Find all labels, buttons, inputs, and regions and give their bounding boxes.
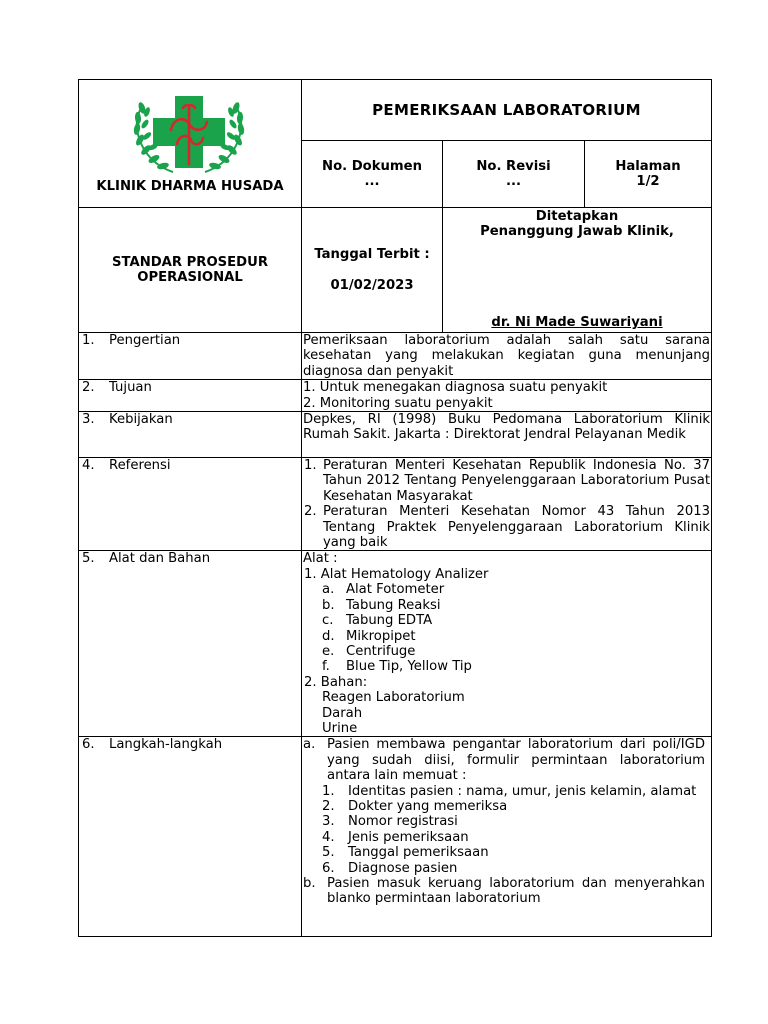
issue-date-value: 01/02/2023 — [330, 278, 414, 293]
revision-cell — [443, 141, 585, 208]
document-title: PEMERIKSAAN LABORATORIUM — [302, 80, 712, 141]
sop-document — [78, 79, 711, 937]
section-label-tujuan — [79, 380, 302, 412]
section-label-alat-bahan — [79, 551, 302, 737]
list-item: 5. Tanggal pemeriksaan — [322, 845, 489, 861]
sop-title-line1: STANDAR PROSEDUR — [112, 254, 268, 270]
section-label-pengertian — [79, 333, 302, 380]
tujuan-content — [302, 380, 712, 412]
list-item: c. Tabung EDTA — [322, 613, 433, 629]
list-item: 2. Peraturan Menteri Kesehatan Nomor 43 Tahun 2013 Tentang Praktek Penyelenggaraan Laboratorium Klinik yang baik — [304, 504, 711, 551]
list-item: 6. Diagnose pasien — [322, 860, 458, 876]
list-item: a. Pasien membawa pengantar laboratorium dari poli/IGD yang sudah diisi, formulir permintaan laboratorium antara lain memuat : — [303, 737, 706, 784]
sop-table — [78, 79, 712, 937]
section-number: 6. — [82, 737, 95, 753]
list-item: 1. Identitas pasien : nama, umur, jenis kelamin, alamat — [322, 783, 697, 799]
approval-line2: Penanggung Jawab Klinik, — [480, 224, 674, 240]
section-label-kebijakan — [79, 412, 302, 458]
list-item: Urine — [322, 720, 358, 736]
doc-number-value: ... — [364, 174, 380, 190]
list-item: 2. Monitoring suatu penyakit — [303, 395, 493, 411]
langkah-content — [302, 737, 712, 937]
doc-number-label: No. Dokumen — [322, 158, 422, 174]
pengertian-text: Pemeriksaan laboratorium adalah salah satu sarana kesehatan yang melakukan kegiatan guna menunjang diagnosa dan penyakit — [303, 333, 711, 379]
list-item: 1. Peraturan Menteri Kesehatan Republik Indonesia No. 37 Tahun 2012 Tentang Penyelenggaraan Laboratorium Pusat Kesehatan Masyarakat — [304, 458, 711, 504]
list-item: e. Centrifuge — [322, 643, 416, 659]
list-item: f. Blue Tip, Yellow Tip — [322, 659, 472, 675]
approval-line1: Ditetapkan — [535, 209, 619, 224]
list-item: d. Mikropipet — [322, 628, 416, 644]
issue-date-cell — [302, 208, 443, 333]
logo-cell — [79, 80, 302, 208]
list-item: 1. Untuk menegakan diagnosa suatu penyakit — [303, 380, 608, 396]
section-label: Pengertian — [109, 333, 181, 348]
section-label: Tujuan — [109, 380, 152, 396]
section-label-referensi — [79, 458, 302, 551]
signer-name: dr. Ni Made Suwariyani — [491, 314, 663, 330]
list-item: 1. Alat Hematology Analizer — [304, 566, 489, 582]
page-value: 1/2 — [636, 174, 660, 190]
section-label: Kebijakan — [109, 412, 173, 428]
clinic-name: KLINIK DHARMA HUSADA — [96, 178, 284, 194]
referensi-content — [302, 458, 712, 551]
revision-value: ... — [505, 174, 522, 190]
section-number: 3. — [82, 412, 95, 428]
page-label: Halaman — [615, 158, 681, 174]
revision-label: No. Revisi — [476, 158, 551, 174]
list-item: 4. Jenis pemeriksaan — [322, 829, 469, 845]
list-item: 2. Dokter yang memeriksa — [322, 798, 508, 814]
kebijakan-text: Depkes, RI (1998) Buku Pedomana Laboratorium Klinik Rumah Sakit. Jakarta : Direktorat Jendral Pelayanan Medik — [302, 412, 712, 458]
section-label-langkah — [79, 737, 302, 937]
approval-cell — [443, 208, 712, 333]
list-item: b. Pasien masuk keruang laboratorium dan menyerahkan blanko permintaan laboratorium — [303, 876, 706, 907]
page-cell — [585, 141, 712, 208]
list-item: a. Alat Fotometer — [322, 582, 445, 598]
list-item: Darah — [322, 705, 363, 721]
clinic-logo-icon — [133, 94, 245, 176]
doc-number-cell — [302, 141, 443, 208]
issue-date-label: Tanggal Terbit : — [314, 246, 430, 262]
section-label: Referensi — [109, 458, 171, 474]
list-item: b. Tabung Reaksi — [322, 597, 441, 613]
section-label: Langkah-langkah — [109, 737, 223, 753]
section-number: 1. — [82, 333, 95, 348]
sop-title-line2: OPERASIONAL — [137, 270, 243, 285]
bahan-label: 2. Bahan: — [304, 674, 368, 690]
section-number: 5. — [82, 551, 95, 567]
section-label: Alat dan Bahan — [109, 551, 211, 567]
alat-label: Alat : — [303, 551, 338, 567]
list-item: Reagen Laboratorium — [322, 690, 465, 706]
list-item: 3. Nomor registrasi — [322, 814, 458, 830]
section-number: 4. — [82, 458, 95, 474]
alat-bahan-content — [302, 551, 712, 737]
section-number: 2. — [82, 380, 95, 396]
sop-title-cell — [79, 208, 302, 333]
